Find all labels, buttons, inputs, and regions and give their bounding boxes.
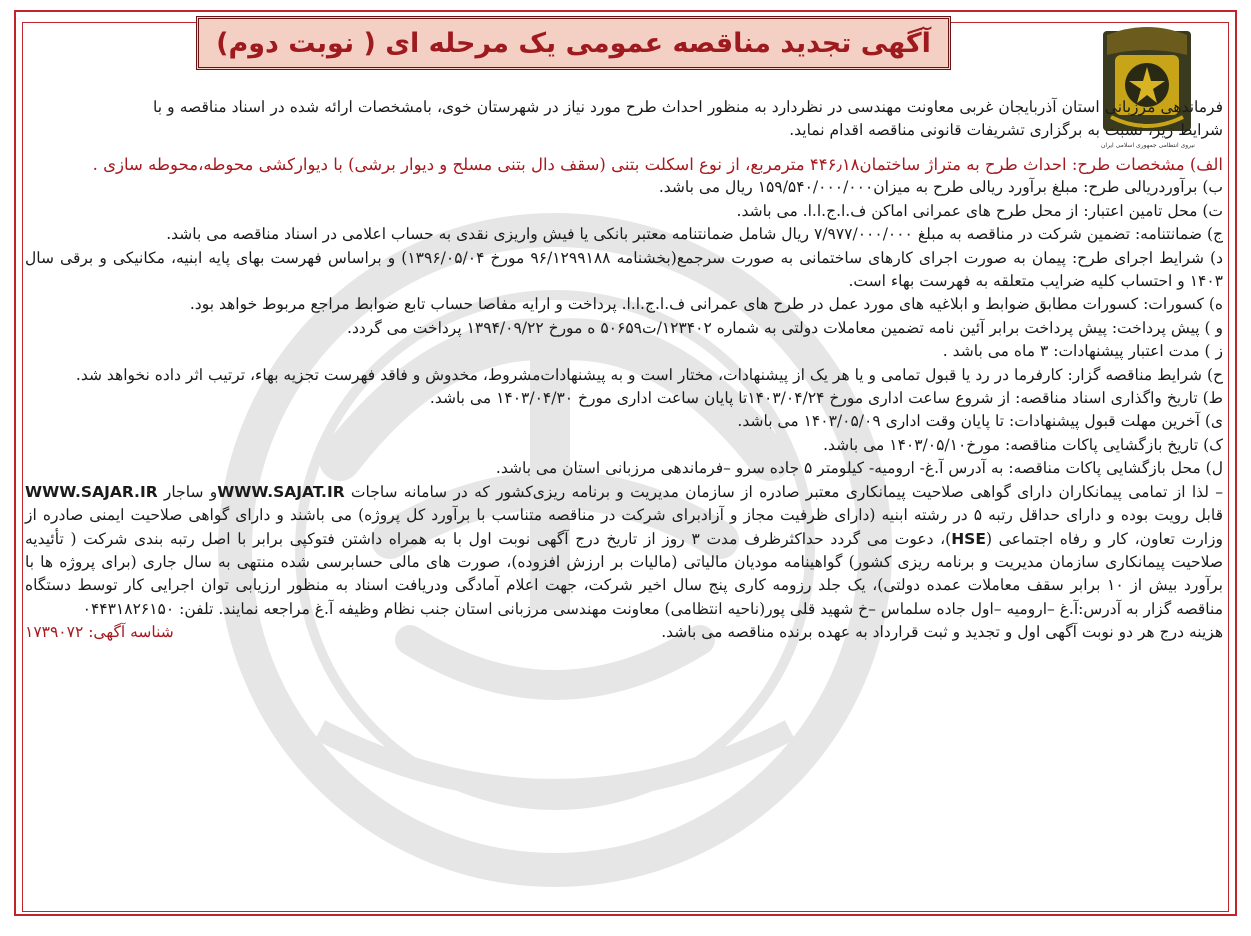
note-part2: و ساجار [157,482,218,501]
note-part3: قابل رویت بوده و دارای حداقل رتبه ۵ در رشته ابنیه (دارای ظرفیت مجاز و آزادبرای شرکت در مناقصه متناسب با برآورد کل پروژه) می باشند و دارای گواهی صلاحیت ایمنی صادره از وزارت تعاون، کار و رفاه اجتماعی ( [25,506,1223,548]
footer-row [25,621,1223,644]
note-part4: )، دعوت می گردد حداکثرظرف مدت ۳ روز از تاریخ درج آگهی نوبت اول با به همراه داشتن فتوکپی برابر با اصل رتبه بندی شرکت ( تأئیدیه صلاحیت پیمانکاری سازمان مدیریت و برنامه ریزی کشور) گواهینامه مودیان مالیاتی (مالیات بر ارزش افزوده)، صورت های مالی حسابرسی شده منتهی به سال جاری (برای پروژه ها با برآورد بیش از ۱۰ برابر سقف معاملات عمده دولتی)، یک جلد رزومه کاری پنج سال اخیر شرکت، جهت اعلام آمادگی ودریافت اسناد به منظور ارزیابی توان اجرایی کار توسط دستگاه مناقصه گزار به آدرس:آ.غ –ارومیه –اول جاده سلماس –خ شهید قلی پور(ناحیه انتظامی) معاونت مهندسی مرزبانی استان جنب نظام وظیفه آ.غ مراجعه نمایند. تلفن: ۰۴۴۳۱۸۲۶۱۵۰ [25,529,1224,618]
item-alef: الف) مشخصات طرح: احداث طرح به متراژ ساختمان۴۴۶٫۱۸ مترمربع، از نوع اسکلت بتنی (سقف دال بتنی مسلح و دیوار برشی) با دیوارکشی محوطه،محوطه سازی . [92,155,1223,174]
item-he2: ح) شرایط مناقصه گزار: کارفرما در رد یا قبول تمامی و یا هر یک از پیشنهادات، مختار است و به پیشنهادات‌مشروط، مخدوش و فاقد فهرست تجزیه بهاء، ترتیب اثر داده نخواهد شد. [75,365,1223,384]
note-paragraph [25,481,1223,621]
item-kaf: ک) تاریخ بازگشایی پاکات مناقصه: مورخ۱۴۰۳/۰۵/۱۰ می باشد. [823,435,1223,454]
intro-paragraph: فرماندهی مرزبانی استان آذربایجان غربی معاونت مهندسی در نظردارد به منظور احداث طرح مورد نیاز در شهرستان خوی، بامشخصات ارائه شده در اسناد مناقصه و با شرایط زیر، نسبت به برگزاری تشریفات قانونی مناقصه اقدام نماید. [153,98,1223,140]
item-ta: ط) تاریخ واگذاری اسناد مناقصه: از شروع ساعت اداری مورخ ۱۴۰۳/۰۴/۲۴تا پایان ساعت اداری مورخ ۱۴۰۳/۰۴/۳۰ می باشد. [429,389,1223,408]
item-be: ب) برآوردریالی طرح: مبلغ برآورد ریالی طرح به میزان۱۵۹/۵۴۰/۰۰۰/۰۰۰ ریال می باشد. [658,178,1223,197]
sajar-link[interactable]: WWW.SAJAR.IR [25,482,158,501]
title-box [196,16,951,70]
page-title: آگهی تجدید مناقصه عمومی یک مرحله ای ( نوبت دوم) [216,27,931,59]
item-vav: و ) پیش پرداخت: پیش پرداخت برابر آئین نامه تضمین معاملات دولتی به شماره ۱۲۳۴۰۲/ت۵۰۶۵۹ ه مورخ ۱۳۹۴/۰۹/۲۲ پرداخت می گردد. [347,318,1223,337]
sajat-link[interactable]: WWW.SAJAT.IR [217,482,345,501]
hse-label: HSE [951,529,986,548]
logo-caption: نیروی انتظامی جمهوری اسلامی ایران [1101,142,1195,149]
item-lam: ل) محل بازگشایی پاکات مناقصه: به آدرس آ.غ- ارومیه- کیلومتر ۵ جاده سرو –فرماندهی مرزبانی استان می باشد. [495,459,1223,478]
footer-text: هزینه درج هر دو نوبت آگهی اول و تجدید و ثبت قرارداد به عهده برنده مناقصه می باشد. [661,623,1223,642]
item-ye: ی) آخرین مهلت قبول پیشنهادات: تا پایان وقت اداری ۱۴۰۳/۰۵/۰۹ می باشد. [737,412,1223,431]
item-jim: ج) ضمانتنامه: تضمین شرکت در مناقصه به مبلغ ۷/۹۷۷/۰۰۰/۰۰۰ ریال شامل ضمانتنامه معتبر بانکی یا فیش واریزی نقدی به حساب اعلامی در اسناد مناقصه می باشد. [166,225,1223,244]
item-dal: د) شرایط اجرای طرح: پیمان به صورت اجرای کارهای ساختمانی به صورت سرجمع(بخشنامه ۹۶/۱۲۹۹۱۸۸ مورخ ۱۳۹۶/۰۵/۰۴) و براساس فهرست بهای پایه ابنیه، مکانیکی و برقی سال ۱۴۰۳ و احتساب کلیه ضرایب متعلقه به فهرست بهاء است. [25,248,1223,291]
item-ze: ز ) مدت اعتبار پیشنهادات: ۳ ماه می باشد . [942,342,1223,361]
main-content [25,153,1223,645]
item-te: ت) محل تامین اعتبار: از محل طرح های عمرانی اماکن ف.ا.ج.ا.ا. می باشد. [736,201,1223,220]
note-part1: – لذا از تمامی پیمانکاران دارای گواهی صلاحیت پیمانکاری معتبر صادره از سازمان مدیریت و برنامه ریزی‌کشور که در سامانه ساجات [344,482,1224,501]
ad-id: شناسه آگهی: ۱۷۳۹۰۷۲ [25,623,174,642]
item-he: ه) کسورات: کسورات مطابق ضوابط و ابلاغیه های مورد عمل در طرح های عمرانی ف.ا.ج.ا.ا. پرداخت و ارایه مفاصا حساب تابع ضوابط مراجع مربوط خواهد بود. [189,295,1223,314]
